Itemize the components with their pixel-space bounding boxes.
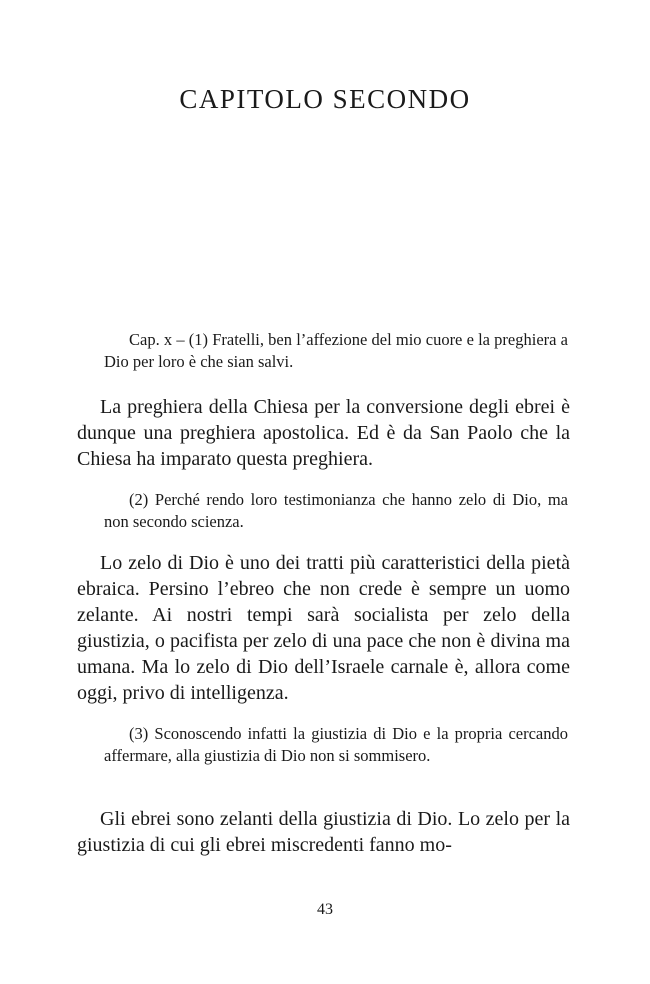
chapter-title: CAPITOLO SECONDO	[179, 84, 471, 114]
body-paragraph: La preghiera della Chiesa per la conversione degli ebrei è dunque una preghiera apostolica. Ed è da San Paolo che la Chiesa ha imparato questa preghiera.	[77, 396, 570, 470]
scripture-quote: (3) Sconoscendo infatti la giustizia di Dio e la propria cercando affermare, alla giustizia di Dio non si sommisero.	[104, 724, 568, 765]
page-number: 43	[317, 901, 333, 918]
body-paragraph: Gli ebrei sono zelanti della giustizia di Dio. Lo zelo per la giustizia di cui gli ebrei miscredenti fanno mo-	[77, 808, 570, 856]
scripture-quote: Cap. x – (1) Fratelli, ben l’affezione del mio cuore e la preghiera a Dio per loro è che sian salvi.	[104, 330, 568, 371]
body-paragraph: Lo zelo di Dio è uno dei tratti più caratteristici della pietà ebraica. Persino l’ebreo che non crede è sempre un uomo zelante. Ai nostri tempi sarà socialista per zelo della giustizia, o pacifista per zelo di una pace che non è divina ma umana. Ma lo zelo di Dio dell’Israele carnale è, allora come oggi, privo di intelligenza.	[77, 552, 570, 704]
scripture-quote: (2) Perché rendo loro testimonianza che hanno zelo di Dio, ma non secondo scienza.	[104, 490, 568, 531]
